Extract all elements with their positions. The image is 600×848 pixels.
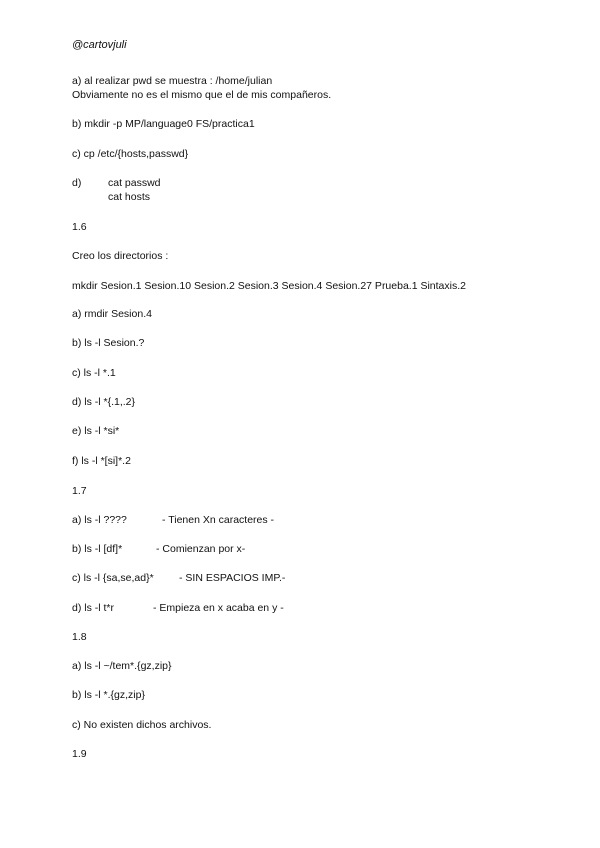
- answer-b: b) mkdir -p MP/language0 FS/practica1: [72, 118, 255, 130]
- s17-answer-d-command: d) ls -l t*r: [72, 602, 114, 614]
- s18-answer-c: c) No existen dichos archivos.: [72, 719, 212, 731]
- answer-d-command-2: cat hosts: [108, 191, 151, 203]
- s18-answer-b: b) ls -l *.{gz,zip}: [72, 689, 145, 701]
- s18-answer-a: a) ls -l ~/tem*.{gz,zip}: [72, 660, 172, 672]
- section-heading-1-9: 1.9: [72, 748, 87, 760]
- s17-answer-c-note: - SIN ESPACIOS IMP.-: [179, 572, 286, 584]
- section-heading-1-8: 1.8: [72, 631, 87, 643]
- answer-d-command-1: cat passwd: [108, 177, 161, 189]
- s17-answer-b-note: - Comienzan por x-: [156, 543, 246, 555]
- answer-c: c) cp /etc/{hosts,passwd}: [72, 148, 189, 160]
- author-handle: @cartovjuli: [72, 39, 127, 51]
- s16-answer-b: b) ls -l Sesion.?: [72, 337, 145, 349]
- answer-a-line-2: Obviamente no es el mismo que el de mis compañeros.: [72, 89, 332, 101]
- s16-answer-e: e) ls -l *si*: [72, 425, 120, 437]
- s17-answer-c-command: c) ls -l {sa,se,ad}*: [72, 572, 154, 584]
- mkdir-command: mkdir Sesion.1 Sesion.10 Sesion.2 Sesion.3 Sesion.4 Sesion.27 Prueba.1 Sintaxis.2: [72, 280, 466, 292]
- answer-a-line-1: a) al realizar pwd se muestra : /home/julian: [72, 75, 273, 87]
- answer-d-label: d): [72, 177, 82, 189]
- section-heading-1-6: 1.6: [72, 221, 87, 233]
- s16-answer-f: f) ls -l *[si]*.2: [72, 455, 131, 467]
- section-heading-1-7: 1.7: [72, 485, 87, 497]
- s16-answer-a: a) rmdir Sesion.4: [72, 308, 152, 320]
- intro-text: Creo los directorios :: [72, 250, 169, 262]
- s17-answer-b-command: b) ls -l [df]*: [72, 543, 123, 555]
- s16-answer-d: d) ls -l *{.1,.2}: [72, 396, 136, 408]
- s16-answer-c: c) ls -l *.1: [72, 367, 116, 379]
- s17-answer-a-note: - Tienen Xn caracteres -: [162, 514, 275, 526]
- s17-answer-a-command: a) ls -l ????: [72, 514, 127, 526]
- s17-answer-d-note: - Empieza en x acaba en y -: [153, 602, 284, 614]
